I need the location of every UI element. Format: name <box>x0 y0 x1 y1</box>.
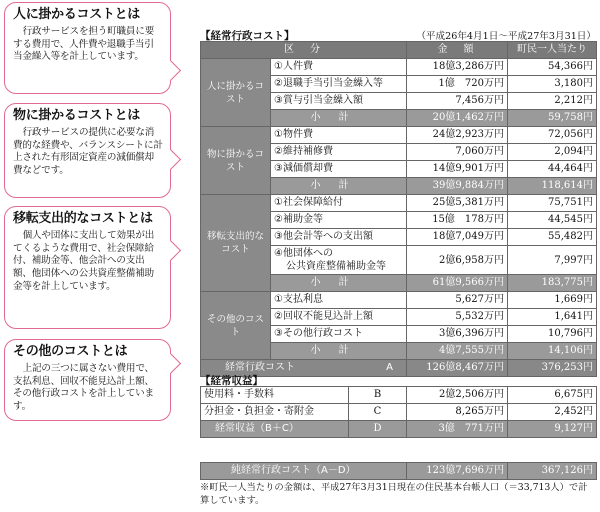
item-amount: 18億7,049万円 <box>407 229 508 246</box>
item-per-capita: 2,094円 <box>508 144 597 161</box>
item-name-line2: 公共資産整備補助金等 <box>286 261 386 272</box>
revenue-per-capita: 6,675円 <box>508 387 597 404</box>
item-per-capita: 54,366円 <box>508 59 597 76</box>
net-cost-table <box>200 462 597 480</box>
group-label: 人に掛かるコスト <box>201 59 271 127</box>
cost-heading: 【経常行政コスト】 <box>200 30 295 42</box>
item-amount: 14億9,901万円 <box>407 161 508 178</box>
group-label: 物に掛かるコスト <box>201 127 271 195</box>
item-per-capita: 44,464円 <box>508 161 597 178</box>
table-row <box>201 387 597 404</box>
item-amount: 1億 720万円 <box>407 76 508 93</box>
subtotal-per-capita: 183,775円 <box>508 275 597 292</box>
revenue-total-per-capita: 9,127円 <box>508 421 597 438</box>
subtotal-label: 小計 <box>271 275 407 292</box>
subtotal-label: 小計 <box>271 110 407 127</box>
callout-body: 行政サービスを担う町職員に要する費用で、人件費や退職手当引当金繰入等を計上しています。 <box>13 26 155 63</box>
item-name: ①社会保障給付 <box>271 195 407 212</box>
subtotal-per-capita: 118,614円 <box>508 178 597 195</box>
item-amount: 24億2,923万円 <box>407 127 508 144</box>
item-per-capita: 3,180円 <box>508 76 597 93</box>
callout-transfer-cost <box>4 206 171 329</box>
item-amount: 5,627万円 <box>407 292 508 309</box>
net-cost-label: 純経常行政コスト（A－D） <box>201 463 407 480</box>
total-code: A <box>386 362 393 373</box>
subtotal-per-capita: 59,758円 <box>508 110 597 127</box>
net-cost-amount: 123億7,696万円 <box>407 463 508 480</box>
revenue-code: B <box>349 387 407 404</box>
subtotal-amount: 39億9,884万円 <box>407 178 508 195</box>
revenue-amount: 8,265万円 <box>407 404 508 421</box>
item-per-capita: 1,669円 <box>508 292 597 309</box>
subtotal-amount: 20億1,462万円 <box>407 110 508 127</box>
total-label-text: 経常行政コスト <box>225 362 295 373</box>
item-per-capita: 55,482円 <box>508 229 597 246</box>
item-name: ③賞与引当金繰入額 <box>271 93 407 110</box>
callout-personnel-cost <box>4 2 171 94</box>
revenue-name: 分担金・負担金・寄附金 <box>201 404 349 421</box>
item-amount: 3億6,396万円 <box>407 326 508 343</box>
callout-title: 移転支出的なコストとは <box>13 211 153 226</box>
header-per-capita: 町民一人当たり <box>508 42 597 59</box>
table-row <box>201 404 597 421</box>
total-amount: 126億8,467万円 <box>407 360 508 377</box>
item-name: ②補助金等 <box>271 212 407 229</box>
callout-body: 上記の三つに属さない費用で、支払利息、回収不能見込計上額、その他行政コストを計上しています。 <box>13 363 154 413</box>
item-per-capita: 10,796円 <box>508 326 597 343</box>
footnote: ※町民一人当たりの金額は、平成27年3月31日現在の住民基本台帳人口（＝33,713人）で計算しています。 <box>200 482 588 506</box>
item-name: ②回収不能見込計上額 <box>271 309 407 326</box>
item-name: ③減価償却費 <box>271 161 407 178</box>
revenue-name: 使用料・手数料 <box>201 387 349 404</box>
net-cost-row <box>201 463 597 480</box>
callout-pointer <box>160 60 181 81</box>
revenue-total-amount: 3億 771万円 <box>407 421 508 438</box>
callout-pointer <box>160 353 181 374</box>
total-per-capita: 376,253円 <box>508 360 597 377</box>
item-per-capita: 75,751円 <box>508 195 597 212</box>
item-per-capita: 2,212円 <box>508 93 597 110</box>
item-name: ②維持補修費 <box>271 144 407 161</box>
callout-body: 個人や団体に支出して効果が出てくるような費用で、社会保障給付、補助金等、他会計への支出額、他団体への公共資産整備補助金等を計上しています。 <box>13 230 155 292</box>
callout-material-cost <box>4 103 171 198</box>
item-name <box>271 246 407 275</box>
revenue-heading: 【経常収益】 <box>200 375 263 387</box>
item-name-line1: ④他団体への <box>274 248 333 259</box>
group-label: その他のコスト <box>201 292 271 360</box>
callout-title: 人に掛かるコストとは <box>13 7 141 22</box>
revenue-amount: 2億2,506万円 <box>407 387 508 404</box>
revenue-per-capita: 2,452円 <box>508 404 597 421</box>
header-category: 区 分 <box>201 42 407 59</box>
item-per-capita: 7,997円 <box>508 246 597 275</box>
item-per-capita: 72,056円 <box>508 127 597 144</box>
item-name: ①物件費 <box>271 127 407 144</box>
item-amount: 7,456万円 <box>407 93 508 110</box>
header-amount: 金 額 <box>407 42 508 59</box>
item-amount: 18億3,286万円 <box>407 59 508 76</box>
item-amount: 15億 178万円 <box>407 212 508 229</box>
period-label: （平成26年4月1日～平成27年3月31日） <box>416 31 596 42</box>
item-per-capita: 1,641円 <box>508 309 597 326</box>
item-name: ②退職手当引当金繰入等 <box>271 76 407 93</box>
subtotal-label: 小計 <box>271 178 407 195</box>
item-amount: 2億6,958万円 <box>407 246 508 275</box>
item-per-capita: 44,545円 <box>508 212 597 229</box>
item-name: ①支払利息 <box>271 292 407 309</box>
table-header-row <box>201 42 597 59</box>
group-label: 移転支出的なコスト <box>201 195 271 292</box>
item-amount: 7,060万円 <box>407 144 508 161</box>
revenue-total-name: 経常収益（B＋C） <box>201 421 349 438</box>
net-cost-per-capita: 367,126円 <box>508 463 597 480</box>
callout-pointer <box>160 149 181 170</box>
subtotal-per-capita: 14,106円 <box>508 343 597 360</box>
item-name: ③その他行政コスト <box>271 326 407 343</box>
table-row <box>201 127 597 144</box>
revenue-total-row <box>201 421 597 438</box>
item-amount: 5,532万円 <box>407 309 508 326</box>
callout-pointer <box>160 240 181 261</box>
revenue-code: C <box>349 404 407 421</box>
subtotal-amount: 61億9,566万円 <box>407 275 508 292</box>
revenue-total-code: D <box>349 421 407 438</box>
item-name: ①人件費 <box>271 59 407 76</box>
table-row <box>201 292 597 309</box>
item-amount: 25億5,381万円 <box>407 195 508 212</box>
callout-body: 行政サービスの提供に必要な消費的な経費や、バランスシートに計上された有形固定資産の減価償却費などです。 <box>13 127 163 177</box>
callout-title: 物に掛かるコストとは <box>13 108 141 123</box>
subtotal-amount: 4億7,555万円 <box>407 343 508 360</box>
cost-table <box>200 41 597 377</box>
item-name: ③他会計等への支出額 <box>271 229 407 246</box>
callout-title: その他のコストとは <box>13 344 128 359</box>
revenue-table <box>200 386 597 438</box>
callout-other-cost <box>4 339 171 421</box>
table-row <box>201 195 597 212</box>
subtotal-label: 小計 <box>271 343 407 360</box>
table-row <box>201 59 597 76</box>
